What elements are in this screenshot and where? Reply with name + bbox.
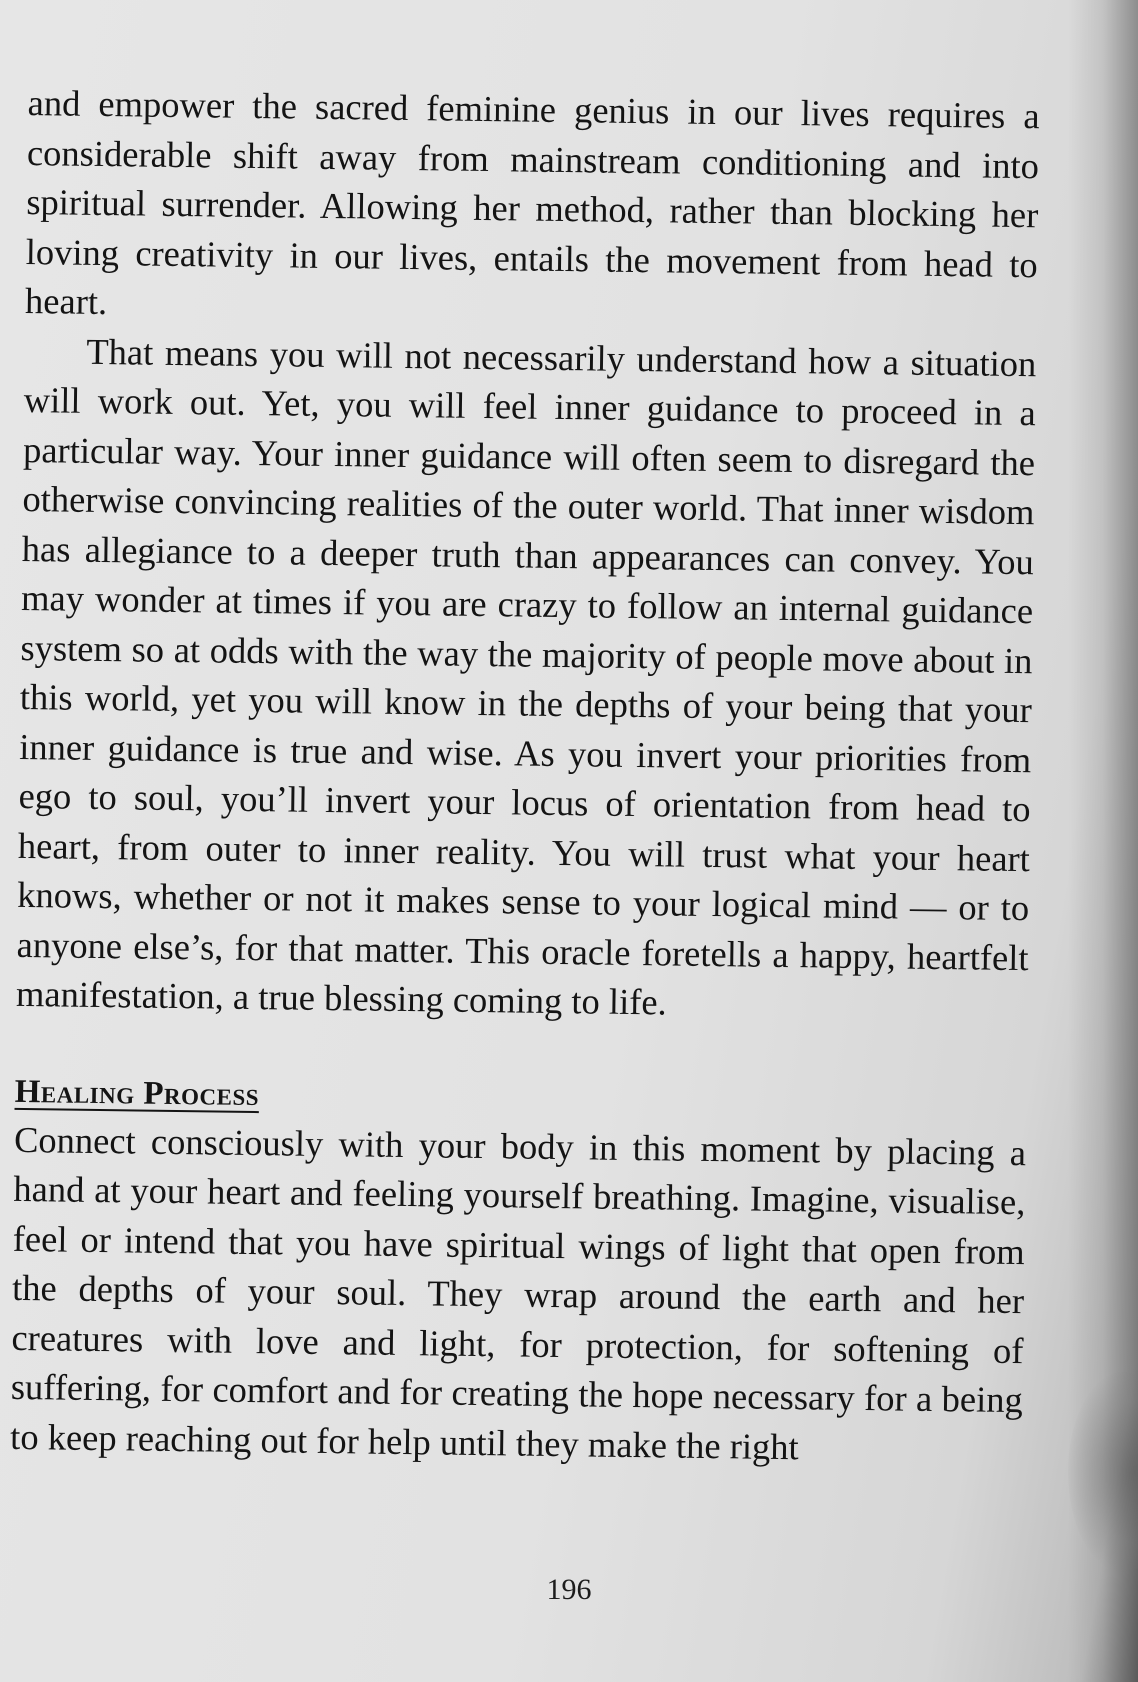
body-text <box>10 78 1040 1474</box>
paragraph-inner-guidance: That means you will not necessarily understand how a situation will work out. Yet, you will feel inner guidance to proceed in a particular way. Your inner guidance will often seem to disregard the otherwise convincing realities of the outer world. That inner wisdom has allegiance to a deeper truth than appearances can convey. You may wonder at times if you are crazy to follow an internal guidance system so at odds with the way the majority of people move about in this world, yet you will know in the depths of your being that your inner guidance is true and wise. As you invert your priorities from ego to soul, you’ll invert your locus of orientation from head to heart, from outer to inner reality. You will trust what your heart knows, whether or not it makes sense to your logical mind — or to anyone else’s, for that matter. This oracle foretells a happy, heartfelt manifestation, a true blessing coming to life. <box>15 330 1037 1023</box>
paragraph-continued: and empower the sacred feminine genius in our lives requires a considerable shift away from mainstream conditioning and into spiritual surrender. Allowing her method, rather than blocking her loving creativity in our lives, entails the movement from head to heart. <box>24 81 1040 323</box>
page-number: 196 <box>546 1573 592 1606</box>
paragraph-healing-process: Connect consciously with your body in this moment by placing a hand at your heart and feeling yourself breathing. Imagine, visualise, feel or intend that you have spiritual wings of light that open from the depths of your soul. They wrap around the earth and her creatures with love and light, for protection, for softening of suffering, for comfort and for creating the hope necessary for a being to keep reaching out for help until they make the right <box>9 1118 1027 1467</box>
section-heading-healing-process: Healing Process <box>14 1073 260 1113</box>
